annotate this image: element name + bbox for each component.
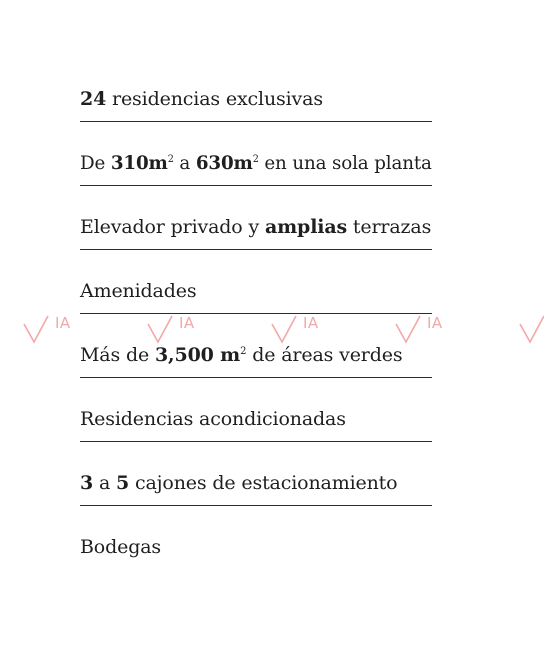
feature-text: [80, 279, 196, 303]
feature-item: [80, 262, 432, 326]
watermark-text: IA: [179, 314, 195, 332]
feature-item: [80, 518, 432, 582]
feature-text: [80, 215, 431, 239]
watermark-text: IA: [55, 314, 71, 332]
feature-item: [80, 134, 432, 198]
feature-text: [80, 407, 346, 431]
divider: [80, 377, 432, 378]
feature-text: [80, 87, 323, 111]
emphasis: 24: [80, 88, 107, 110]
divider: [80, 121, 432, 122]
feature-item: [80, 198, 432, 262]
text-run: de áreas verdes: [246, 344, 403, 366]
superscript: 2: [252, 154, 259, 165]
feature-text: [80, 535, 161, 559]
feature-text: [80, 471, 397, 495]
text-run: a: [173, 152, 196, 174]
text-run: Bodegas: [80, 536, 161, 558]
text-run: Amenidades: [80, 280, 197, 302]
feature-item: [80, 326, 432, 390]
feature-item: [80, 454, 432, 518]
divider: [80, 249, 432, 250]
emphasis: 630m: [195, 152, 253, 174]
watermark-text: IA: [427, 314, 443, 332]
text-run: De: [80, 152, 111, 174]
text-run: Más de: [80, 344, 155, 366]
text-run: a: [93, 472, 117, 494]
emphasis: 310m: [110, 152, 168, 174]
text-run: Elevador privado y: [80, 216, 265, 238]
emphasis: 3,500 m: [154, 344, 241, 366]
emphasis: 5: [116, 472, 130, 494]
feature-text: [80, 151, 432, 175]
feature-item: [80, 70, 432, 134]
text-run: cajones de estacionamiento: [129, 472, 398, 494]
text-run: residencias exclusivas: [106, 88, 323, 110]
watermark-logo: [518, 314, 544, 350]
text-run: en una sola planta: [258, 152, 432, 174]
emphasis: 3: [80, 472, 94, 494]
feature-item: [80, 390, 432, 454]
watermark-text: IA: [303, 314, 319, 332]
watermark-logo: [22, 314, 78, 350]
feature-text: [80, 343, 402, 367]
feature-list: [80, 70, 432, 582]
divider: [80, 313, 432, 314]
text-run: Residencias acondicionadas: [80, 408, 346, 430]
superscript: 2: [167, 154, 174, 165]
text-run: terrazas: [347, 216, 432, 238]
divider: [80, 505, 432, 506]
emphasis: amplias: [264, 216, 348, 238]
superscript: 2: [240, 346, 247, 357]
divider: [80, 441, 432, 442]
divider: [80, 185, 432, 186]
